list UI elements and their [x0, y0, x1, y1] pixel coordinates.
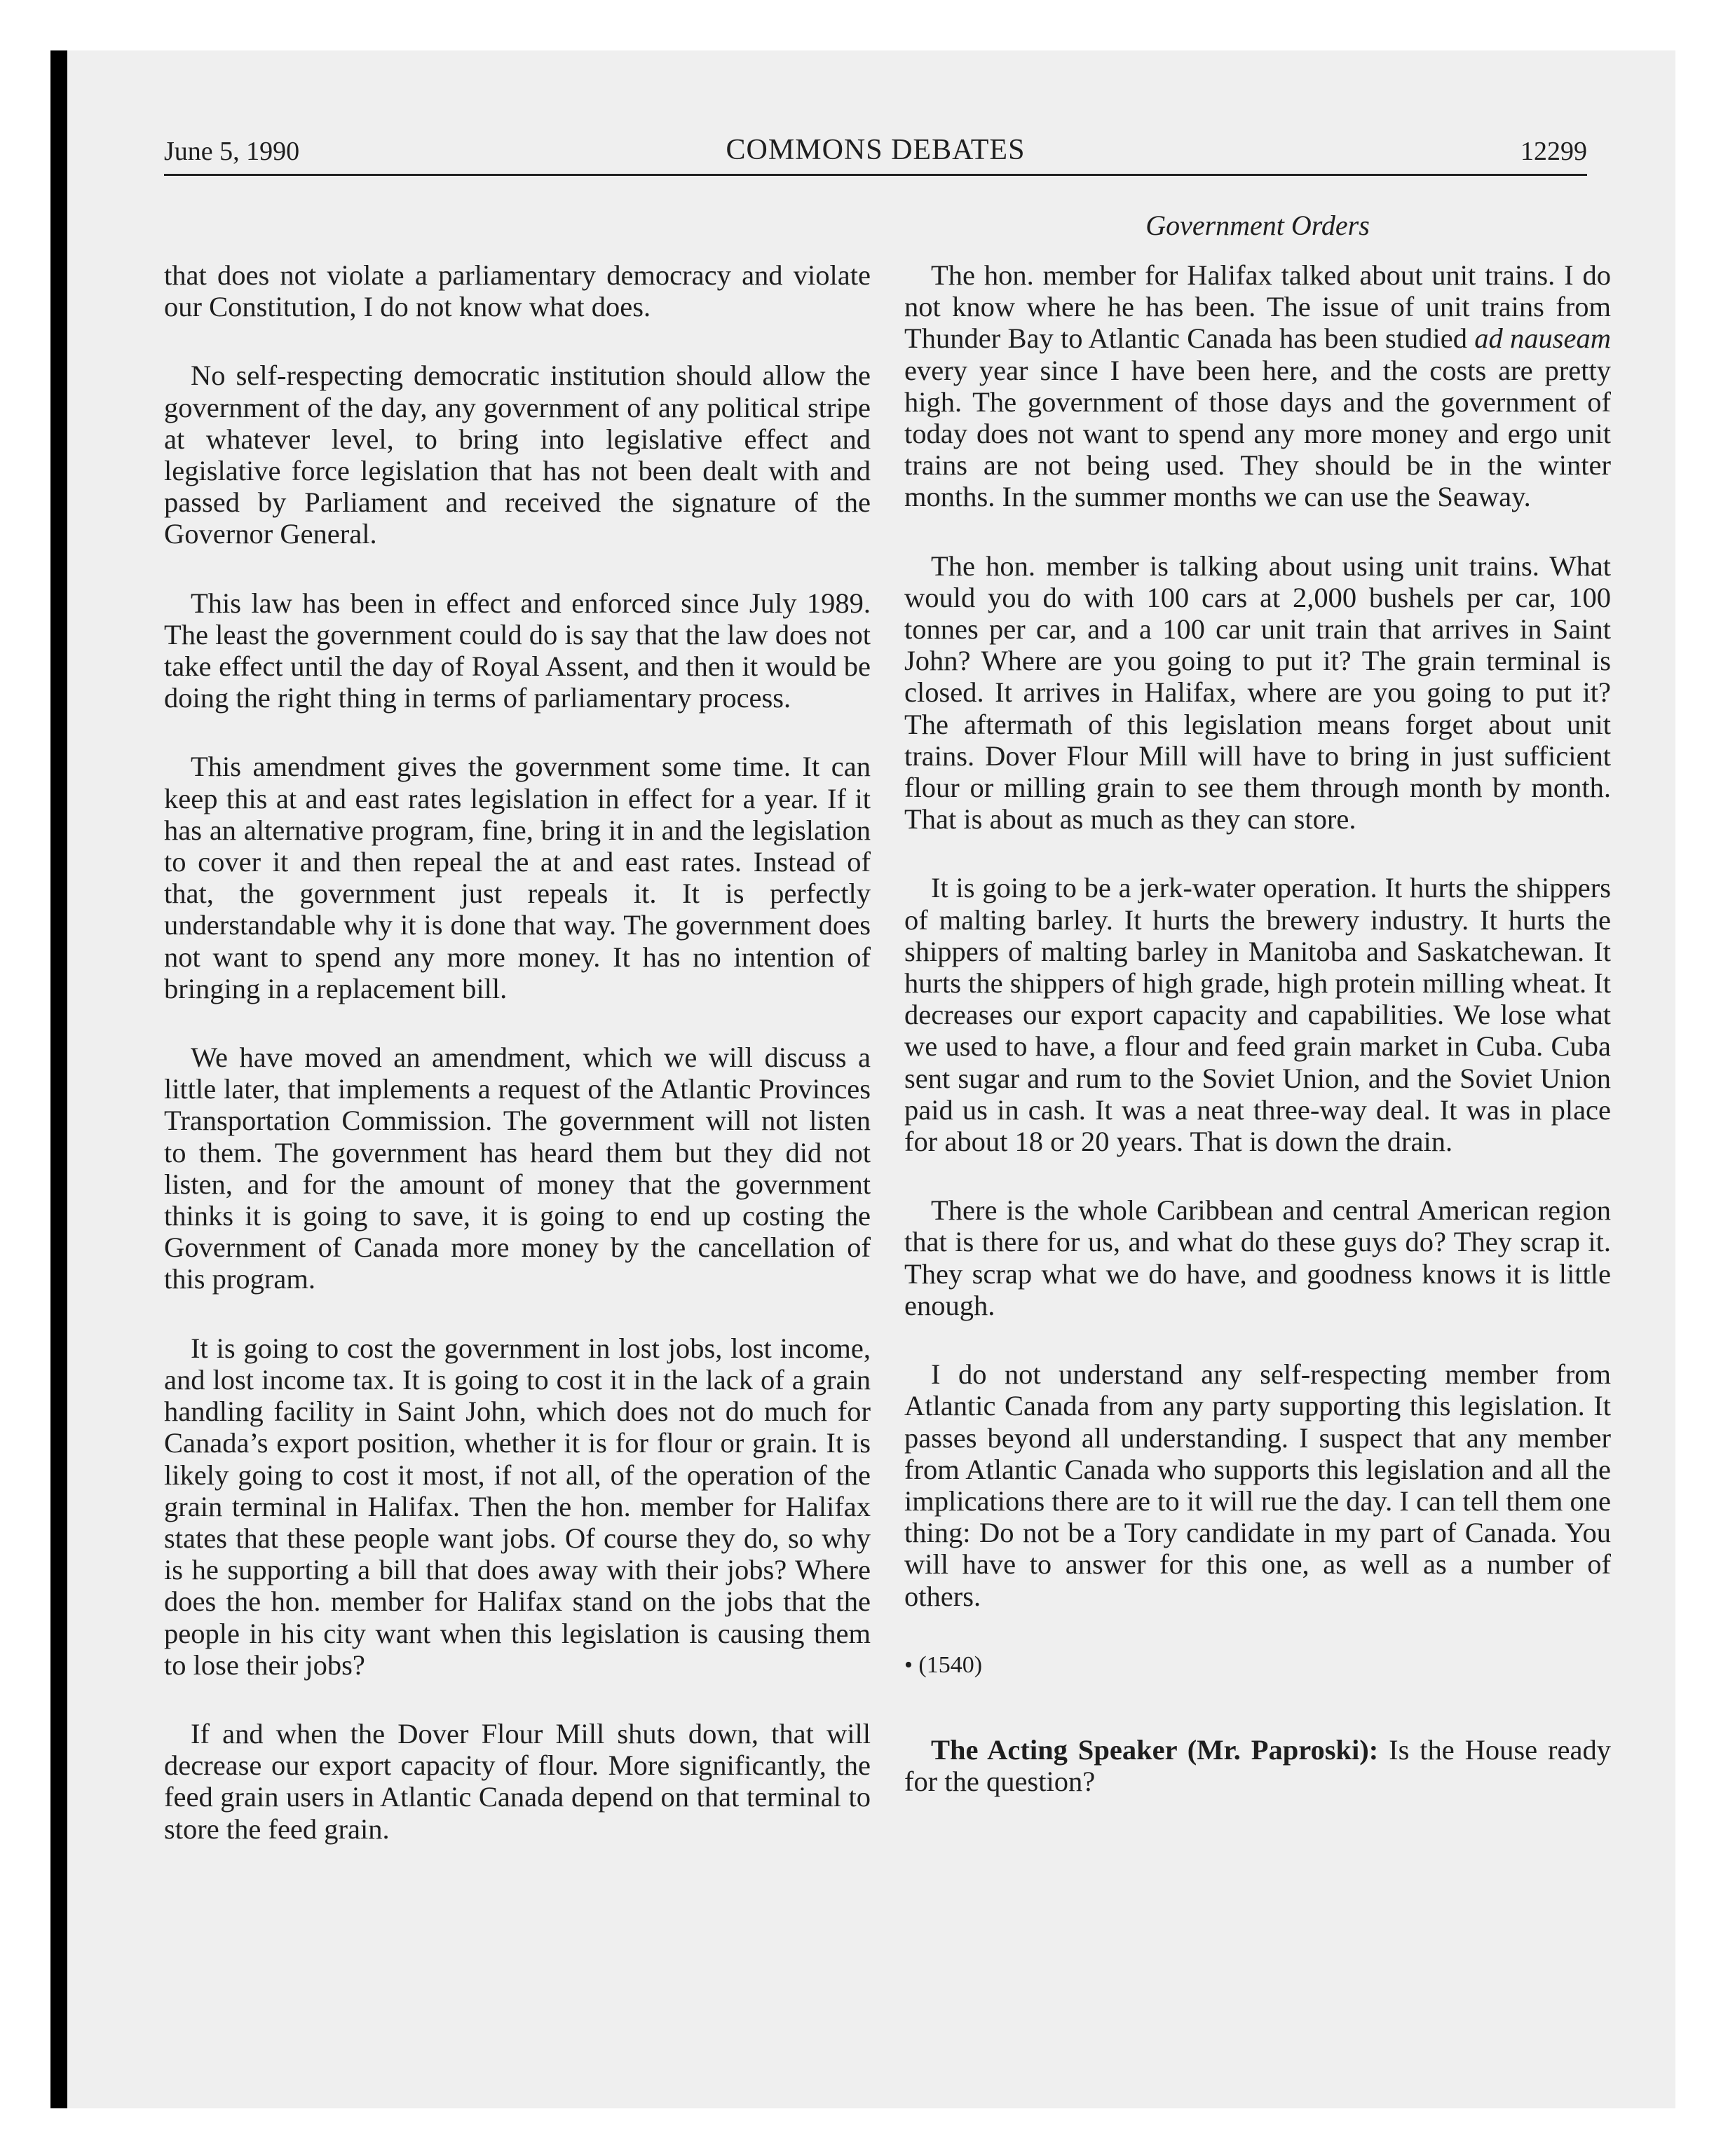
paragraph: This law has been in effect and enforced since July 1989. The least the government could do is say that the law does not take effect until the day of Royal Assent, and then it would be doing the right thing in terms of parliamentary process.	[164, 587, 871, 714]
paragraph: This amendment gives the government some time. It can keep this at and east rates legislation in effect for a year. If it has an alternative program, fine, bring it in and the legislation to cover it and then repeal the at and east rates. Instead of that, the government just repeals it. It is perfectly understandable why it is done that way. The government does not want to spend any more money. It has no intention of bringing in a replacement bill.	[164, 751, 871, 1004]
paragraph: There is the whole Caribbean and central American region that is there for us, and what do these guys do? They scrap it. They scrap what we do have, and goodness knows it is little enough.	[904, 1194, 1611, 1321]
paragraph: It is going to be a jerk-water operation. It hurts the shippers of malting barley. It hurts the brewery industry. It hurts the shippers of malting barley in Manitoba and Saskatchewan. It hurts the shippers of high grade, high protein milling wheat. It decreases our export capacity and capabilities. We lose what we used to have, a flour and feed grain market in Cuba. Cuba sent sugar and rum to the Soviet Union, and the Soviet Union paid us in cash. It was a neat three-way deal. It was in place for about 18 or 20 years. That is down the drain.	[904, 872, 1611, 1158]
paragraph: No self-respecting democratic institution should allow the government of the day, any government of any political stripe at whatever level, to bring into legislative effect and legislative force legislation that has not been dealt with and passed by Parliament and received the signature of the Governor General.	[164, 360, 871, 550]
paragraph	[904, 259, 1611, 513]
speaker-text: Is the House ready for the question?	[904, 1733, 1611, 1798]
paragraph: It is going to cost the government in lost jobs, lost income, and lost income tax. It is going to cost it in the lack of a grain handling facility in Saint John, which does not do much for Canada’s export position, whether it is for flour or grain. It is likely going to cost it most, if not all, of the operation of the grain terminal in Halifax. Then the hon. member for Halifax states that these people want jobs. Of course they do, so why is he supporting a bill that does away with their jobs? Where does the hon. member for Halifax stand on the jobs that the people in his city want when this legislation is causing them to lose their jobs?	[164, 1332, 871, 1681]
paragraph: The hon. member is talking about using unit trains. What would you do with 100 cars at 2,000 bushels per car, 100 tonnes per car, and a 100 car unit train that arrives in Saint John? Where are you going to put it? The grain terminal is closed. It arrives in Halifax, where are you going to put it? The aftermath of this legislation means forget about unit trains. Dover Flour Mill will have to bring in just sufficient flour or milling grain to see them through month by month. That is about as much as they can store.	[904, 550, 1611, 835]
left-column	[164, 259, 871, 1882]
paragraph: If and when the Dover Flour Mill shuts down, that will decrease our export capacity of flour. More significantly, the feed grain users in Atlantic Canada depend on that terminal to store the feed grain.	[164, 1717, 871, 1845]
italic-phrase: ad nauseam	[1474, 322, 1611, 355]
right-column	[904, 259, 1611, 1834]
paragraph: I do not understand any self-respecting member from Atlantic Canada from any party supporting this legislation. It passes beyond all understanding. I suspect that any member from Atlantic Canada who supports this legislation and all the implications there are to it will rue the day. I can tell them one thing: Do not be a Tory candidate in my part of Canada. You will have to answer for this one, as well as a number of others.	[904, 1358, 1611, 1612]
section-title: Government Orders	[1145, 210, 1370, 241]
page-header	[164, 126, 1587, 176]
header-page-number: 12299	[1520, 137, 1587, 166]
binding-edge	[50, 50, 67, 2108]
paragraph: We have moved an amendment, which we will discuss a little later, that implements a request of the Atlantic Provinces Transportation Commission. The government will not listen to them. The government has heard them but they did not listen, and for the amount of money that the government thinks it is going to save, it is going to end up costing the Government of Canada more money by the cancellation of this program.	[164, 1042, 871, 1295]
timestamp: • (1540)	[904, 1651, 983, 1678]
speaker-paragraph	[904, 1734, 1611, 1797]
text-run: The hon. member for Halifax talked about unit trains. I do not know where he has been. The issue of unit trains from Thunder Bay to Atlantic Canada has been studied	[904, 259, 1611, 355]
text-run: every year since I have been here, and the costs are pretty high. The government of those days and the government of today does not want to spend any more money and ergo unit trains are not being used. They should be in the winter months. In the summer months we can use the Seaway.	[904, 354, 1611, 513]
paragraph: that does not violate a parliamentary democracy and violate our Constitution, I do not know what does.	[164, 259, 871, 323]
speaker-name: The Acting Speaker (Mr. Paproski):	[931, 1733, 1379, 1766]
header-date: June 5, 1990	[164, 137, 300, 166]
header-title: COMMONS DEBATES	[726, 134, 1026, 166]
